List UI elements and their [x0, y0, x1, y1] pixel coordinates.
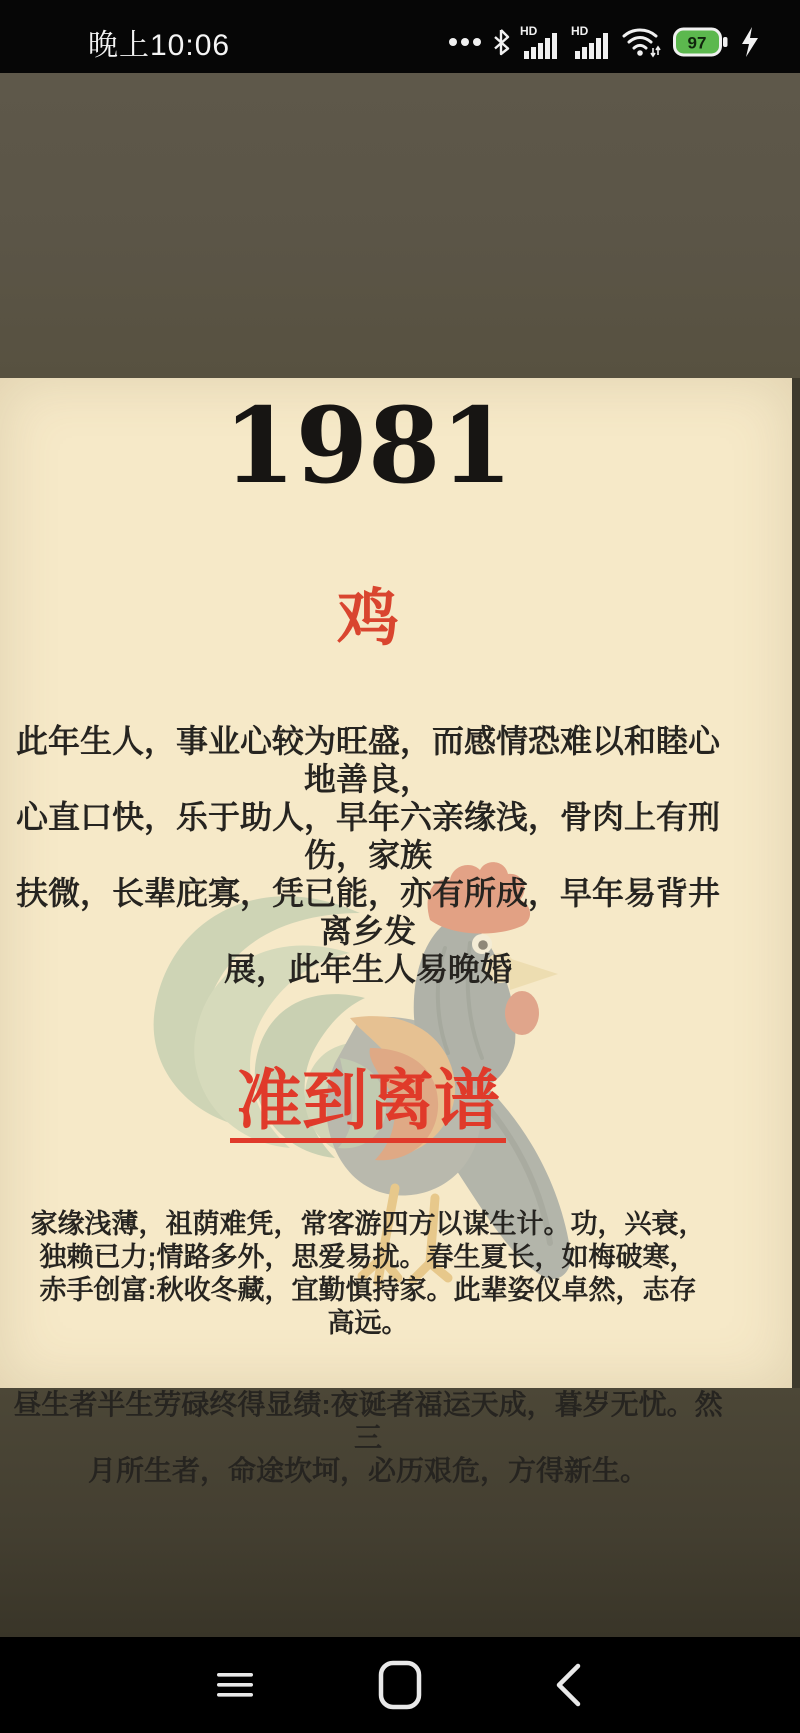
status-icons [448, 24, 760, 60]
intro-line: 展，此年生人易晚婚 [223, 951, 512, 987]
battery-percent-text: 97 [687, 33, 707, 52]
birth-time-line: 昼生者半生劳碌终得显绩:夜诞者福运天成，暮岁无忧。然三 [13, 1389, 723, 1453]
hd-signal-icon-2 [571, 24, 611, 60]
fortune-line: 高远。 [327, 1308, 409, 1338]
card-content [6, 384, 730, 1487]
svg-text:HD: HD [520, 23, 538, 38]
birth-time-line: 月所生者，命途坎坷，必历艰危，方得新生。 [87, 1455, 648, 1486]
fortune-line: 赤手创富:秋收冬藏，宜勤慎持家。此辈姿仪卓然，志存 [39, 1275, 697, 1305]
intro-line: 心直口快，乐于助人，早年六亲缘浅，骨肉上有刑伤，家族 [15, 799, 720, 873]
back-button[interactable] [508, 1637, 628, 1733]
svg-text:HD: HD [571, 23, 589, 38]
fortune-line: 独赖已力;情路多外，思爱易扰。春生夏长，如梅破寒， [39, 1242, 697, 1272]
navigation-bar [0, 1637, 800, 1733]
top-backdrop [0, 73, 800, 378]
zodiac-fortune-card [0, 378, 792, 1486]
intro-line: 此年生人，事业心较为旺盛，而感情恐难以和睦心地善良， [15, 723, 720, 797]
charging-bolt-icon [740, 27, 760, 57]
status-bar [0, 0, 800, 73]
intro-paragraph [6, 722, 730, 988]
year-heading: 1981 [223, 384, 513, 507]
hd-signal-icon [520, 24, 560, 60]
headline-text: 准到离谱 [230, 1065, 506, 1143]
clock-text: 晚上10:06 [88, 28, 231, 62]
bluetooth-icon [493, 29, 509, 55]
zodiac-animal-heading: 鸡 [336, 584, 399, 653]
recents-menu-button[interactable] [175, 1637, 295, 1733]
back-icon [554, 1662, 582, 1708]
card-right-edge-shadow [792, 378, 800, 1388]
home-icon [378, 1660, 422, 1710]
fortune-line: 家缘浅薄，祖荫难凭，常客游四方以谋生计。功，兴衰， [30, 1209, 706, 1239]
home-button[interactable] [340, 1637, 460, 1733]
headline-wrap [6, 1065, 730, 1143]
wifi-icon [622, 26, 662, 58]
fortune-paragraph [6, 1208, 730, 1340]
menu-icon [215, 1671, 255, 1699]
more-dots-icon [448, 37, 482, 47]
birth-time-paragraph [6, 1388, 730, 1487]
intro-line: 扶微，长辈庇寡，凭已能，亦有所成，早年易背井离乡发 [15, 875, 720, 949]
battery-icon [673, 27, 729, 57]
